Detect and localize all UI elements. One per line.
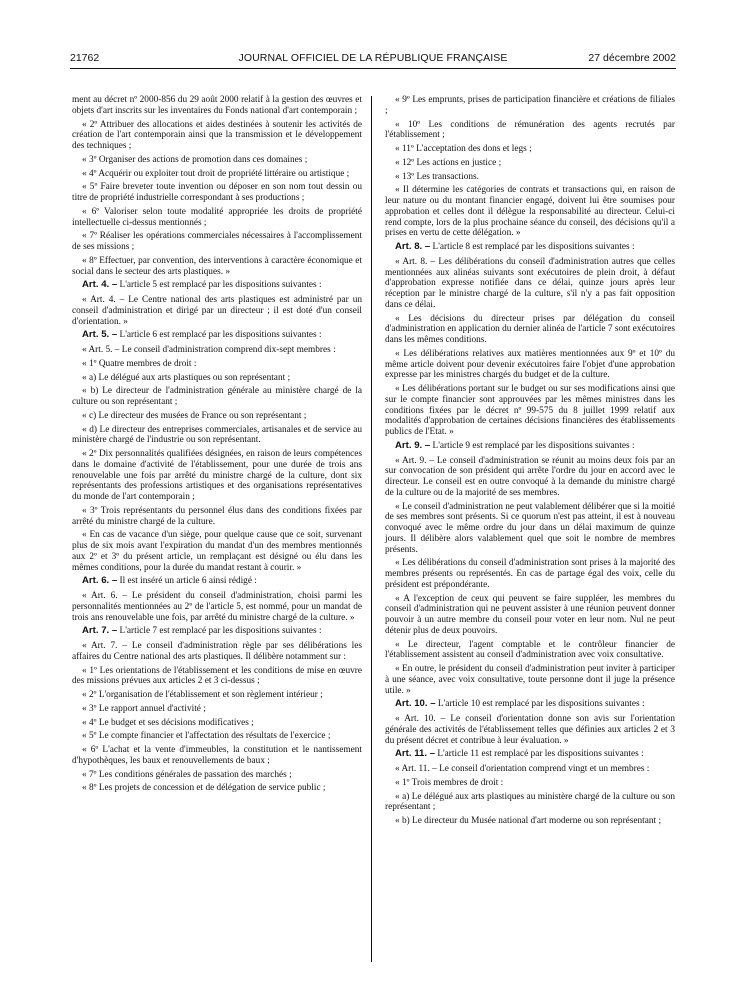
paragraph xyxy=(72,155,362,166)
paragraph xyxy=(72,231,362,253)
article-number: Art. 5. – xyxy=(82,329,118,341)
article-heading xyxy=(385,749,675,760)
paragraph-text: « Le directeur, l'agent comptable et le contrôleur financier de l'établissement assistent au conseil d'administration avec voix consultative. xyxy=(385,639,675,661)
paragraph-text: « Art. 4. – Le Centre national des arts plastiques est administré par un conseil d'administration et dirigé par un directeur ; il est doté d'un conseil d'orientation. » xyxy=(72,295,362,327)
journal-title: JOURNAL OFFICIEL DE LA RÉPUBLIQUE FRANÇAISE xyxy=(238,52,508,64)
article-number: Art. 8. – xyxy=(395,241,431,252)
paragraph xyxy=(72,690,362,701)
paragraph-text: « 7º Réaliser les opérations commerciales nécessaires à l'accomplissement de ses missions ; xyxy=(72,231,362,252)
article-heading xyxy=(385,441,675,452)
paragraph xyxy=(385,558,675,590)
column-divider xyxy=(371,96,372,962)
paragraph xyxy=(72,449,362,503)
article-heading xyxy=(385,242,675,253)
paragraph-text: « Art. 6. – Le président du conseil d'administration, choisi parmi les personnalités mentionnées au 2º de l'article 5, est nommé, pour un mandat de trois ans renouvelable une fois, par arrêté du ministre chargé de la culture. » xyxy=(72,591,362,623)
paragraph-text: L'article 6 est remplacé par les dispositions suivantes : xyxy=(119,330,322,341)
paragraph-text: « 1º Quatre membres de droit : xyxy=(82,358,197,369)
paragraph xyxy=(72,169,362,180)
paragraph-text: « c) Le directeur des musées de France ou son représentant ; xyxy=(82,410,307,421)
paragraph-text: « 1º Les orientations de l'établissement et les conditions de mise en œuvre des missions prévues aux articles 2 et 3 ci-dessus ; xyxy=(72,665,362,687)
paragraph-text: « 6º L'achat et la vente d'immeubles, la constitution et le nantissement d'hypothèques, les baux et renouvellements de baux ; xyxy=(72,745,362,766)
paragraph-text: L'article 7 est remplacé par les dispositions suivantes : xyxy=(119,626,322,637)
paragraph-text: « 13º Les transactions. xyxy=(395,171,479,182)
paragraph xyxy=(385,778,675,789)
paragraph-text: « 2º Attribuer des allocations et aides destinées à soutenir les activités de création de l'art contemporain ainsi que la transmission et le développement des techniques ; xyxy=(72,119,362,151)
paragraph-text: « A l'exception de ceux qui peuvent se faire suppléer, les membres du conseil d'administration qui ne peuvent assister à une réunion peuvent donner pouvoir à un autre membre du conseil pour voter en leur nom. Nul ne peut détenir plus de deux pouvoirs. xyxy=(385,593,675,636)
paragraph-text: « 2º L'organisation de l'établissement et son règlement intérieur ; xyxy=(82,690,323,700)
paragraph xyxy=(385,384,675,438)
paragraph xyxy=(72,770,362,781)
paragraph xyxy=(72,120,362,152)
paragraph-text: « 3º Trois représentants du personnel élus dans des conditions fixées par arrêté du ministre chargé de la culture. xyxy=(72,505,362,527)
paragraph xyxy=(385,158,675,169)
paragraph-text: « 11º L'acceptation des dons et legs ; xyxy=(395,144,532,154)
paragraph-text: « Art. 11. – Le conseil d'orientation comprend vingt et un membres : xyxy=(395,764,650,774)
paragraph-text: « Les délibérations portant sur le budget ou sur ses modifications ainsi que sur le compte financier sont approuvées par les mêmes ministres dans les conditions fixées par le décret nº 99-575 du 8 juillet 1999 relatif aux modalités d'approbation de certaines décisions financières des établissements publics de l'Etat. » xyxy=(385,384,675,437)
paragraph xyxy=(72,373,362,384)
paragraph xyxy=(72,745,362,767)
article-number: Art. 4. – xyxy=(82,279,118,291)
paragraph-text: L'article 5 est remplacé par les dispositions suivantes : xyxy=(119,280,322,291)
paragraph-text: « 6º Valoriser selon toute modalité appropriée les droits de propriété intellectuelle ci-dessus mentionnés ; xyxy=(72,206,362,228)
article-heading xyxy=(72,280,362,291)
paragraph-text: « 5º Faire breveter toute invention ou déposer en son nom tout dessin ou titre de propriété industrielle correspondant à ses productions ; xyxy=(72,182,362,203)
paragraph-text: « Art. 7. – Le conseil d'administration règle par ses délibérations les affaires du Centre national des arts plastiques. Il délibère notamment sur : xyxy=(72,641,362,662)
paragraph xyxy=(385,714,675,746)
paragraph xyxy=(72,731,362,742)
paragraph xyxy=(72,641,362,663)
paragraph-text: « 12º Les actions en justice ; xyxy=(395,157,502,168)
paragraph-text: « a) Le délégué aux arts plastiques au ministère chargé de la culture ou son représentant ; xyxy=(385,791,675,813)
paragraph xyxy=(385,172,675,183)
paragraph-text: L'article 8 est remplacé par les dispositions suivantes : xyxy=(432,242,635,252)
article-number: Art. 9. – xyxy=(395,439,431,451)
paragraph xyxy=(72,783,362,794)
paragraph-text: L'article 11 est remplacé par les dispositions suivantes : xyxy=(437,749,644,760)
article-heading xyxy=(72,330,362,341)
paragraph-text: « b) Le directeur de l'administration générale au ministère chargé de la culture ou son représentant ; xyxy=(72,386,362,407)
paragraph xyxy=(72,386,362,408)
paragraph-text: ment au décret nº 2000-856 du 29 août 2000 relatif à la gestion des œuvres et objets d'art inscrits sur les inventaires du Fonds national d'art contemporain ; xyxy=(72,95,362,116)
paragraph xyxy=(72,256,362,278)
article-number: Art. 10. – xyxy=(395,698,436,710)
paragraph-text: L'article 9 est remplacé par les dispositions suivantes : xyxy=(432,440,635,451)
article-heading xyxy=(385,699,675,710)
paragraph xyxy=(385,314,675,346)
paragraph-text: L'article 10 est remplacé par les dispositions suivantes : xyxy=(437,699,645,710)
article-heading xyxy=(72,576,362,587)
paragraph xyxy=(385,816,675,827)
paragraph-text: « d) Le directeur des entreprises commerciales, artisanales et de service au ministère chargé de l'industrie ou son représentant. xyxy=(72,424,362,446)
paragraph xyxy=(385,502,675,556)
paragraph xyxy=(72,345,362,356)
page-header xyxy=(70,52,676,68)
paragraph-text: Il est inséré un article 6 ainsi rédigé : xyxy=(119,576,257,587)
paragraph xyxy=(385,349,675,381)
paragraph xyxy=(72,411,362,422)
paragraph-text: « b) Le directeur du Musée national d'art moderne ou son représentant ; xyxy=(395,816,662,826)
paragraph xyxy=(385,594,675,637)
paragraph xyxy=(385,120,675,142)
paragraph xyxy=(385,95,675,117)
left-column xyxy=(72,95,362,797)
paragraph-text: « En outre, le président du conseil d'administration peut inviter à participer à une séance, avec voix consultative, toute personne dont il juge la présence utile. » xyxy=(385,664,675,696)
header-rule xyxy=(70,68,676,69)
paragraph xyxy=(72,718,362,729)
paragraph-text: « 9º Les emprunts, prises de participation financière et créations de filiales ; xyxy=(385,95,675,116)
page-number: 21762 xyxy=(70,52,100,64)
paragraph-text: « Art. 10. – Le conseil d'orientation donne son avis sur l'orientation générale des activités de l'établissement telles que définies aux articles 2 et 3 du présent décret et contribue à leur évaluation. » xyxy=(385,714,675,746)
paragraph xyxy=(72,295,362,327)
paragraph xyxy=(385,664,675,696)
paragraph xyxy=(385,257,675,311)
paragraph xyxy=(385,640,675,662)
paragraph-text: « Les décisions du directeur prises par délégation du conseil d'administration en application du dernier alinéa de l'article 7 sont exécutoires dans les mêmes conditions. xyxy=(385,313,675,345)
paragraph xyxy=(72,95,362,117)
paragraph-text: « 4º Acquérir ou exploiter tout droit de propriété littéraire ou artistique ; xyxy=(82,168,350,179)
paragraph xyxy=(72,704,362,715)
paragraph-text: « a) Le délégué aux arts plastiques ou son représentant ; xyxy=(82,372,291,383)
paragraph-text: « 4º Le budget et ses décisions modificatives ; xyxy=(82,717,254,728)
paragraph xyxy=(72,207,362,229)
paragraph xyxy=(385,764,675,775)
paragraph-text: « 3º Le rapport annuel d'activité ; xyxy=(82,703,206,714)
article-heading xyxy=(72,626,362,637)
article-number: Art. 11. – xyxy=(395,748,435,760)
paragraph-text: « Art. 9. – Le conseil d'administration se réunit au moins deux fois par an sur convocation de son président qui arrête l'ordre du jour en accord avec le directeur. Le conseil est en outre convoqué à la demande du ministre chargé de la culture ou de la majorité de ses membres. xyxy=(385,455,675,498)
paragraph xyxy=(385,456,675,499)
article-number: Art. 7. – xyxy=(82,625,118,637)
paragraph-text: « En cas de vacance d'un siège, pour quelque cause que ce soit, survenant plus de six mois avant l'expiration du mandat d'un des membres mentionnés aux 2º et 3º du présent article, un remplaçant est désigné ou élu dans les mêmes conditions, pour la durée du mandat restant à courir. » xyxy=(72,530,362,573)
paragraph-text: « 10º Les conditions de rémunération des agents recrutés par l'établissement ; xyxy=(385,119,675,141)
paragraph xyxy=(385,792,675,814)
paragraph xyxy=(72,591,362,623)
paragraph-text: « 8º Les projets de concession et de délégation de service public ; xyxy=(82,783,326,794)
paragraph-text: « 8º Effectuer, par convention, des interventions à caractère économique et social dans le secteur des arts plastiques. » xyxy=(72,255,362,277)
paragraph-text: « 7º Les conditions générales de passation des marchés ; xyxy=(82,769,292,780)
paragraph xyxy=(72,666,362,688)
paragraph xyxy=(72,425,362,447)
paragraph-text: « Art. 8. – Les délibérations du conseil d'administration autres que celles mentionnées aux alinéas suivants sont exécutoires de plein droit, à défaut d'approbation expresse notifiée dans ce délai, quinze jours après leur réception par le ministre chargé de la culture, s'il n'y a pas fait opposition dans ce délai. xyxy=(385,256,675,310)
paragraph xyxy=(385,144,675,155)
paragraph xyxy=(72,506,362,528)
paragraph-text: « Le conseil d'administration ne peut valablement délibérer que si la moitié de ses membres sont présents. Si ce quorum n'est pas atteint, il est à nouveau convoqué avec le même ordre du jour dans un délai maximum de quinze jours. Il délibère alors valablement quel que soit le nombre de membres présents. xyxy=(385,501,675,555)
paragraph-text: « 2º Dix personnalités qualifiées désignées, en raison de leurs compétences dans le domaine d'activité de l'établissement, pour une durée de trois ans renouvelable une fois par arrêté du ministre chargé de la culture, dont six représentants des professions artistiques et des organisations représentatives du monde de l'art contemporain ; xyxy=(72,449,362,502)
paragraph-text: « Art. 5. – Le conseil d'administration comprend dix-sept membres : xyxy=(82,345,336,355)
paragraph-text: « 3º Organiser des actions de promotion dans ces domaines ; xyxy=(82,154,308,165)
publication-date: 27 décembre 2002 xyxy=(588,52,676,64)
paragraph-text: « 5º Le compte financier et l'affectation des résultats de l'exercice ; xyxy=(82,731,331,742)
article-number: Art. 6. – xyxy=(82,575,118,587)
paragraph xyxy=(72,530,362,573)
right-column xyxy=(385,95,675,830)
paragraph-text: « Il détermine les catégories de contrats et transactions qui, en raison de leur nature ou du montant financier engagé, doivent lui être soumises pour approbation et celles dont il délègue la responsabilité au directeur. Celui-ci rend compte, lors de la plus prochaine séance du conseil, des décisions qu'il a prises en vertu de cette délégation. » xyxy=(385,185,675,239)
paragraph xyxy=(72,359,362,370)
paragraph-text: « Les délibérations relatives aux matières mentionnées aux 9º et 10º du même article doivent pour devenir exécutoires faire l'objet d'une approbation expresse par les ministres chargés du budget et de la culture. xyxy=(385,348,675,381)
paragraph xyxy=(72,182,362,204)
paragraph-text: « Les délibérations du conseil d'administration sont prises à la majorité des membres présents ou représentés. En cas de partage égal des voix, celle du président est prépondérante. xyxy=(385,558,675,590)
paragraph-text: « 1º Trois membres de droit : xyxy=(395,777,504,788)
paragraph xyxy=(385,185,675,239)
